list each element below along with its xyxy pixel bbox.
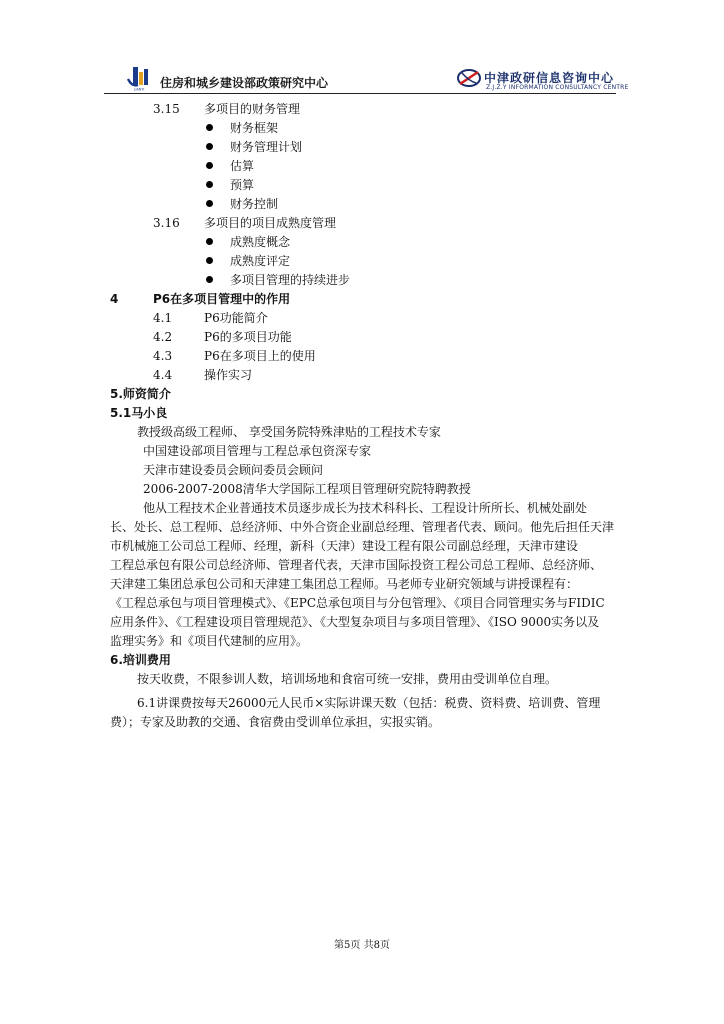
section-number: 4.4 xyxy=(153,368,173,382)
bullet-dot-icon xyxy=(206,238,213,245)
section-number: 4.1 xyxy=(153,311,173,325)
list-item: 财务框架 xyxy=(230,121,279,135)
list-item: 成熟度概念 xyxy=(230,235,291,249)
chapter-heading: 6.培训费用 xyxy=(110,653,171,667)
bio-paragraph-line: 监理实务》和《项目代建制的应用》。 xyxy=(110,634,309,648)
right-organization-title: 中津政研信息咨询中心 xyxy=(484,71,615,85)
bio-paragraph-line: 应用条件》、《工程建设项目管理规范》、《大型复杂项目与多项目管理》、《ISO 9000实务以及 xyxy=(110,615,600,629)
left-organization-title: 住房和城乡建设部政策研究中心 xyxy=(160,76,329,90)
bio-line: 2006-2007-2008清华大学国际工程项目管理研究院特聘教授 xyxy=(143,482,471,496)
list-item: 估算 xyxy=(230,159,255,173)
bullet-dot-icon xyxy=(206,200,213,207)
section-title: 多项目的项目成熟度管理 xyxy=(204,216,337,230)
right-organization-subtitle: Z.J.Z.Y INFORMATION CONSULTANCY CENTRE xyxy=(486,84,629,91)
bio-line: 中国建设部项目管理与工程总承包资深专家 xyxy=(143,444,372,458)
list-item: 成熟度评定 xyxy=(230,254,291,268)
page-header xyxy=(104,63,629,95)
section-title: 多项目的财务管理 xyxy=(204,102,301,116)
fee-line: 按天收费，不限参训人数，培训场地和食宿可统一安排，费用由受训单位自理。 xyxy=(137,672,558,686)
bio-line: 教授级高级工程师、 享受国务院特殊津贴的工程技术专家 xyxy=(137,425,441,439)
chapter-title: P6在多项目管理中的作用 xyxy=(153,292,291,306)
chapter-heading: 5.师资简介 xyxy=(110,387,171,401)
section-number: 3.15 xyxy=(153,102,180,116)
bio-paragraph-line: 《工程总承包与项目管理模式》、《EPC总承包项目与分包管理》、《项目合同管理实务与FIDIC xyxy=(110,596,605,610)
fee-line: 6.1讲课费按每天26000元人民币×实际讲课天数（包括：税费、资料费、培训费、管理 xyxy=(137,696,601,710)
consultancy-logo-icon xyxy=(456,67,482,89)
list-item: 多项目管理的持续进步 xyxy=(230,273,351,287)
bullet-dot-icon xyxy=(206,124,213,131)
bullet-dot-icon xyxy=(206,181,213,188)
list-item: 预算 xyxy=(230,178,255,192)
section-title: P6在多项目上的使用 xyxy=(204,349,316,363)
sub-heading: 5.1马小良 xyxy=(110,406,168,420)
section-title: 操作实习 xyxy=(204,368,253,382)
bio-paragraph-line: 市机械施工公司总工程师、经理，新科（天津）建设工程有限公司副总经理，天津市建设 xyxy=(110,539,579,553)
bio-line: 天津市建设委员会顾问委员会顾问 xyxy=(143,463,324,477)
fee-line: 费）；专家及助教的交通、食宿费由受训单位承担，实报实销。 xyxy=(110,715,441,729)
bullet-dot-icon xyxy=(206,162,213,169)
header-divider xyxy=(104,93,616,94)
bio-paragraph-line: 工程总承包有限公司总经济师、管理者代表，天津市国际投资工程公司总工程师、总经济师、 xyxy=(110,558,603,572)
bullet-dot-icon xyxy=(206,276,213,283)
chapter-number: 4 xyxy=(110,292,119,306)
bullet-dot-icon xyxy=(206,143,213,150)
section-title: P6功能简介 xyxy=(204,311,268,325)
list-item: 财务控制 xyxy=(230,197,279,211)
bio-paragraph-line: 长、处长、总工程师、总经济师、中外合资企业副总经理、管理者代表、顾问。他先后担任天津 xyxy=(110,520,615,534)
left-logo-text: LIANYI xyxy=(133,87,145,91)
section-number: 3.16 xyxy=(153,216,180,230)
list-item: 财务管理计划 xyxy=(230,140,303,154)
bio-paragraph-line: 他从工程技术企业普通技术员逐步成长为技术科科长、工程设计所所长、机械处副处 xyxy=(143,501,588,515)
research-center-logo-icon xyxy=(124,65,154,91)
bullet-dot-icon xyxy=(206,257,213,264)
bio-paragraph-line: 天津建工集团总承包公司和天津建工集团总工程师。马老师专业研究领域与讲授课程有： xyxy=(110,577,579,591)
section-title: P6的多项目功能 xyxy=(204,330,292,344)
page-number: 第5页 共8页 xyxy=(334,940,390,951)
section-number: 4.2 xyxy=(153,330,173,344)
section-number: 4.3 xyxy=(153,349,173,363)
